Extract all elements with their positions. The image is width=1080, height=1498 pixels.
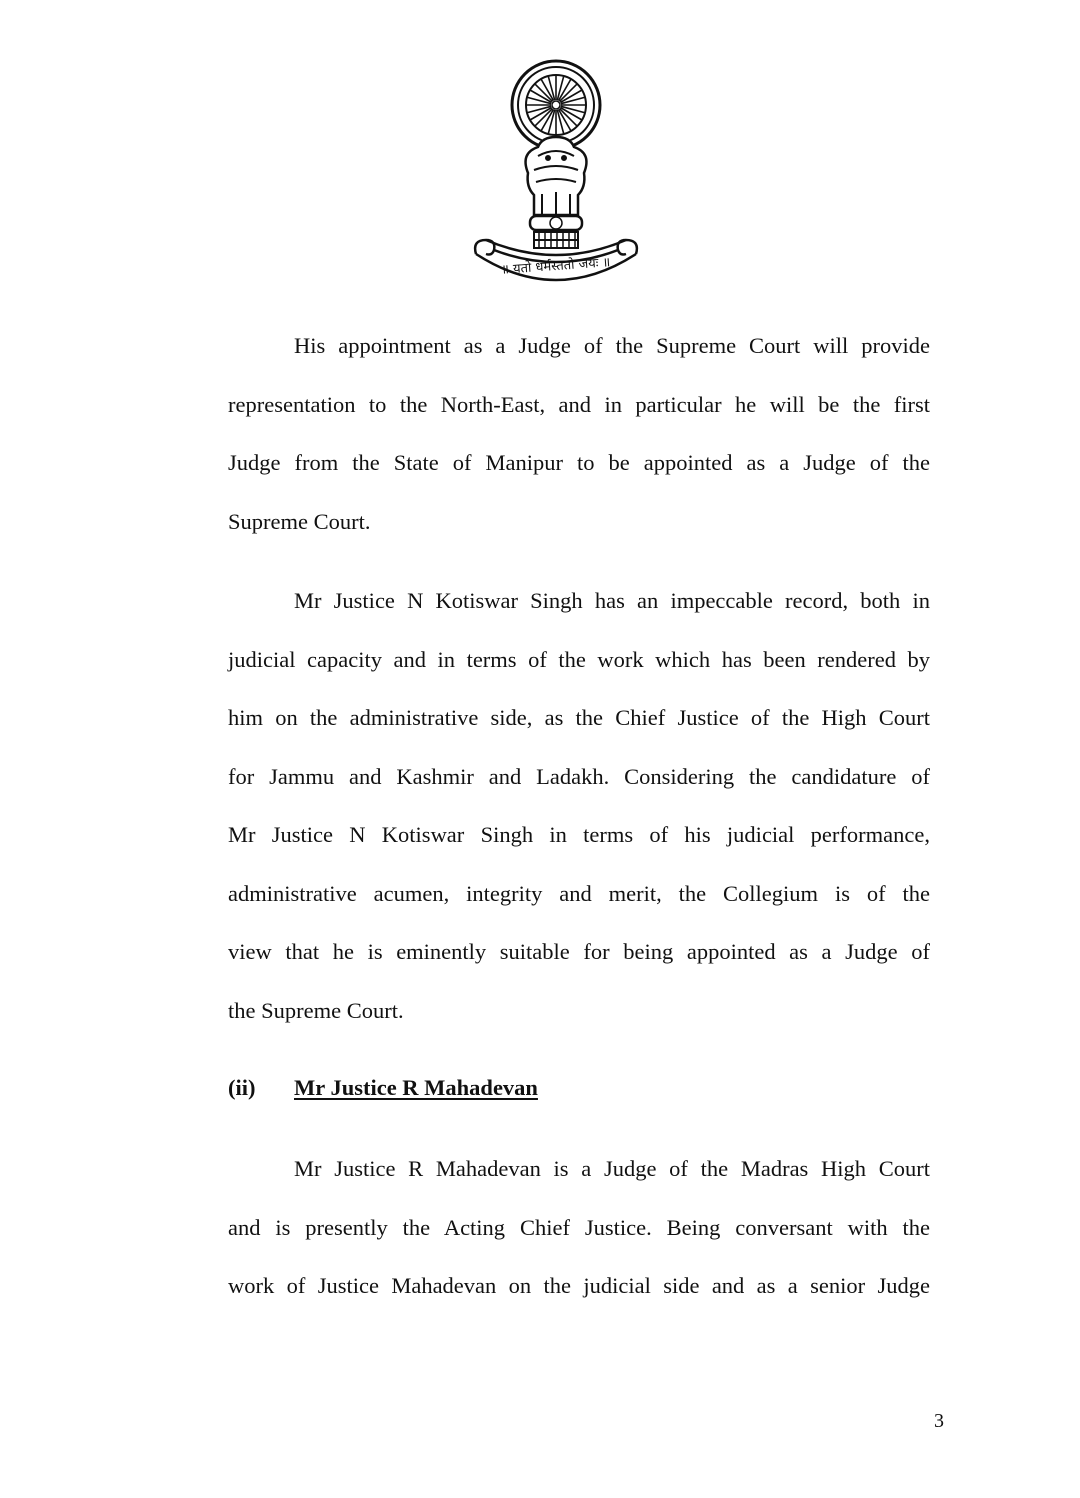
supreme-court-emblem: [468, 58, 644, 294]
text-line: and is presently the Acting Chief Justice. Being conversant with the: [228, 1214, 930, 1240]
chakra-spoke: [560, 109, 578, 127]
text-line: the Supreme Court.: [228, 997, 404, 1023]
paragraph-kotiswar-singh: [228, 572, 930, 1040]
chakra-spoke: [535, 84, 553, 102]
text-line: Judge from the State of Manipur to be appointed as a Judge of the: [228, 450, 930, 475]
text-line: view that he is eminently suitable for being appointed as a Judge of: [228, 939, 930, 964]
lion-capital-icon: [526, 137, 587, 248]
text-line: judicial capacity and in terms of the work which has been rendered by: [228, 646, 930, 672]
emblem-motto: ॥ यतो धर्मस्ततो जयः ॥: [500, 255, 611, 278]
section-title: Mr Justice R Mahadevan: [294, 1075, 538, 1100]
text-line: Mr Justice N Kotiswar Singh has an impeccable record, both in: [294, 588, 930, 613]
text-line: administrative acumen, integrity and merit, the Collegium is of the: [228, 880, 930, 906]
paragraph-representation: [228, 317, 930, 551]
section-heading: [228, 1075, 538, 1101]
text-line: work of Justice Mahadevan on the judicial side and as a senior Judge: [228, 1273, 930, 1298]
section-number: (ii): [228, 1075, 256, 1100]
text-line: him on the administrative side, as the Chief Justice of the High Court: [228, 705, 930, 730]
text-line: for Jammu and Kashmir and Ladakh. Considering the candidature of: [228, 763, 930, 789]
page-number: 3: [934, 1410, 944, 1432]
chakra-spoke: [535, 109, 553, 127]
text-line: Mr Justice R Mahadevan is a Judge of the Madras High Court: [294, 1156, 930, 1181]
chakra-spoke: [560, 84, 578, 102]
text-line: His appointment as a Judge of the Supreme Court will provide: [294, 333, 930, 358]
text-line: Mr Justice N Kotiswar Singh in terms of his judicial performance,: [228, 822, 930, 847]
paragraph-mahadevan: [228, 1140, 930, 1316]
text-line: Supreme Court.: [228, 508, 371, 534]
text-line: representation to the North-East, and in particular he will be the first: [228, 391, 930, 417]
